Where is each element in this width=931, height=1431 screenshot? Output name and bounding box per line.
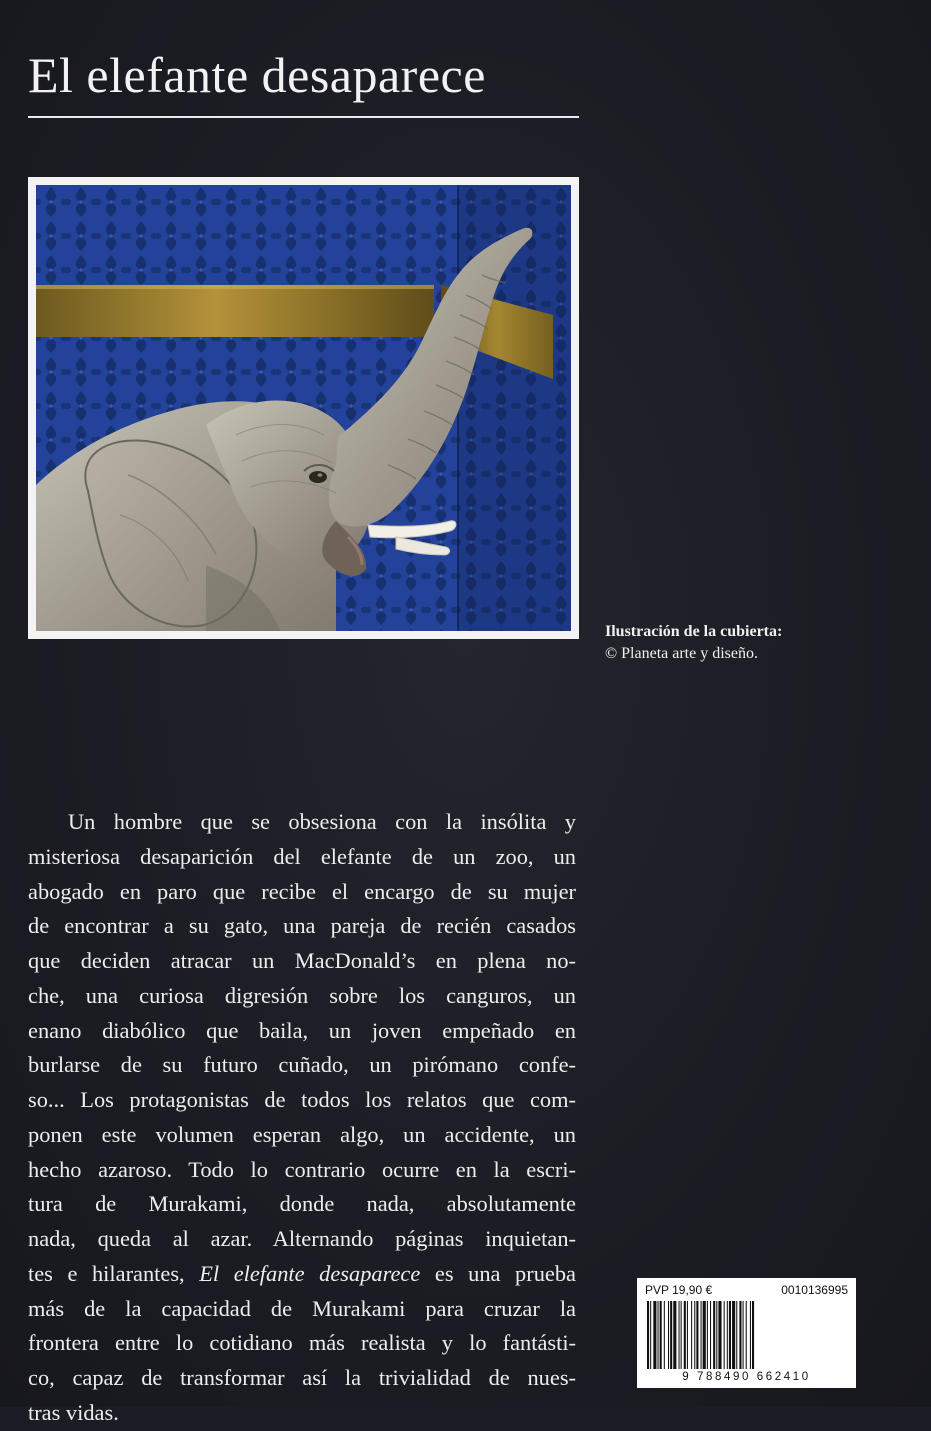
synopsis-line: ponen este volumen esperan algo, un accidente, un — [28, 1121, 576, 1147]
credit-text: © Planeta arte y diseño. — [605, 645, 758, 662]
cover-illustration — [28, 177, 579, 639]
synopsis-line: che, una curiosa digresión sobre los canguros, un — [28, 982, 576, 1008]
illustration-credit — [605, 621, 782, 665]
synopsis-text — [28, 805, 576, 1431]
synopsis-line: de encontrar a su gato, una pareja de recién casados — [28, 913, 576, 939]
price-row — [645, 1283, 848, 1297]
synopsis-line: Un hombre que se obsesiona con la insólita y — [68, 809, 576, 834]
synopsis-line: hecho azaroso. Todo lo contrario ocurre en la escri- — [28, 1156, 576, 1182]
synopsis-line: so... Los protagonistas de todos los relatos que com- — [28, 1087, 576, 1112]
synopsis-line: misteriosa desaparición del elefante de un zoo, un — [28, 843, 576, 869]
title-underline — [28, 116, 579, 118]
product-code: 0010136995 — [781, 1283, 848, 1297]
barcode-icon — [645, 1301, 848, 1369]
price-text: PVP 19,90 € — [645, 1283, 713, 1297]
synopsis-line: burlarse de su futuro cuñado, un pirómano confe- — [28, 1052, 576, 1078]
synopsis-line: nada, queda al azar. Alternando páginas inquietan- — [28, 1226, 576, 1251]
barcode-label — [637, 1278, 856, 1388]
synopsis-fragment: tes e hilarantes, — [28, 1260, 185, 1286]
isbn-number: 9 788490 662410 — [682, 1371, 811, 1383]
elephant-illustration — [36, 185, 571, 631]
synopsis-line: que deciden atracar un MacDonald’s en plena no- — [28, 948, 576, 973]
synopsis-line: tras vidas. — [28, 1399, 119, 1425]
synopsis-line: enano diabólico que baila, un joven empeñado en — [28, 1017, 576, 1043]
synopsis-fragment: es una prueba — [434, 1260, 576, 1286]
book-title-italic: El elefante desaparece — [199, 1260, 421, 1286]
credit-title: Ilustración de la cubierta: — [605, 623, 783, 640]
synopsis-line: co, capaz de transformar así la trivialidad de nues- — [28, 1365, 576, 1390]
synopsis-line: abogado en paro que recibe el encargo de su mujer — [28, 878, 576, 904]
synopsis-line: frontera entre lo cotidiano más realista y lo fantásti- — [28, 1330, 576, 1356]
synopsis-line — [28, 1257, 576, 1292]
book-title: El elefante desaparece — [28, 47, 486, 103]
synopsis-line: más de la capacidad de Murakami para cruzar la — [28, 1295, 576, 1321]
synopsis-line: tura de Murakami, donde nada, absolutamente — [28, 1191, 576, 1217]
